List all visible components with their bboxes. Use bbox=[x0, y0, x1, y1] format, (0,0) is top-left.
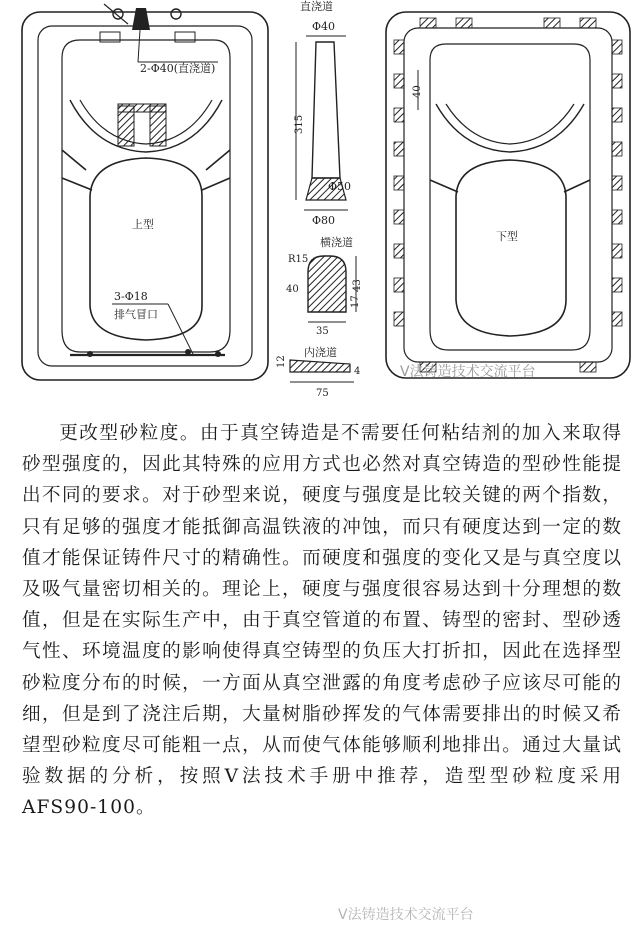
runner-section bbox=[286, 235, 363, 337]
ingate-section-title: 内浇道 bbox=[304, 346, 337, 359]
sprue-height: 315 bbox=[294, 114, 305, 134]
figure-watermark: V法铸造技术交流平台 bbox=[400, 364, 536, 380]
sprue-section-title: 直浇道 bbox=[300, 0, 333, 13]
sprue-dia-top: Φ40 bbox=[312, 20, 336, 33]
runner-dim-17: 17 bbox=[350, 295, 361, 308]
ingate-section bbox=[276, 345, 360, 399]
lower-mold-label: 下型 bbox=[496, 230, 518, 243]
body-watermark: V法铸造技术交流平台 bbox=[338, 907, 474, 923]
runner-dim-43: 43 bbox=[352, 279, 363, 292]
technical-drawing bbox=[0, 0, 639, 412]
vent-note-1: 3-Φ18 bbox=[114, 290, 148, 303]
runner-radius: R15 bbox=[288, 254, 309, 265]
sprue-dia-bottom: Φ80 bbox=[312, 214, 336, 227]
runner-dim-40: 40 bbox=[286, 284, 299, 295]
ingate-dim-75: 75 bbox=[316, 388, 329, 399]
sprue-note: 2-Φ40(直浇道) bbox=[140, 62, 216, 75]
ingate-dim-12: 12 bbox=[276, 355, 287, 368]
runner-dim-35: 35 bbox=[316, 326, 329, 337]
vent-note-2: 排气冒口 bbox=[114, 308, 158, 321]
lower-mold-ribs bbox=[394, 18, 622, 372]
body-paragraph: 更改型砂粒度。由于真空铸造是不需要任何粘结剂的加入来取得砂型强度的，因此其特殊的应用方式也必然对真空铸造的型砂性能提出不同的要求。对于砂型来说，硬度与强度是比较关键的两个指数，只有足够的强度才能抵御高温铁液的冲蚀，而只有硬度达到一定的数值才能保证铸件尺寸的精确性。而硬度和强度的变化又是与真空度以及吸气量密切相关的。理论上，硬度与强度很容易达到十分理想的数值，但是在实际生产中，由于真空管道的布置、铸型的密封、型砂透气性、环境温度的影响使得真空铸型的负压大打折扣，因此在选择型砂粒度分布的时候，一方面从真空泄露的角度考虑砂子应该尽可能的细，但是到了浇注后期，大量树脂砂挥发的气体需要排出的时候又希望型砂粒度尽可能粗一点，从而使气体能够顺利地排出。通过大量试验数据的分析，按照V法技术手册中推荐，造型型砂粒度采用AFS90-100。 bbox=[22, 423, 622, 819]
upper-mold-label: 上型 bbox=[132, 218, 154, 231]
lower-mold-drawing bbox=[386, 12, 630, 378]
article-body bbox=[22, 418, 622, 824]
sprue-section bbox=[294, 0, 351, 227]
lower-dim-40: 40 bbox=[412, 85, 423, 98]
ingate-dim-4: 4 bbox=[354, 366, 361, 377]
sprue-dia-mid: Φ50 bbox=[328, 180, 352, 193]
runner-section-title: 横浇道 bbox=[320, 236, 353, 249]
